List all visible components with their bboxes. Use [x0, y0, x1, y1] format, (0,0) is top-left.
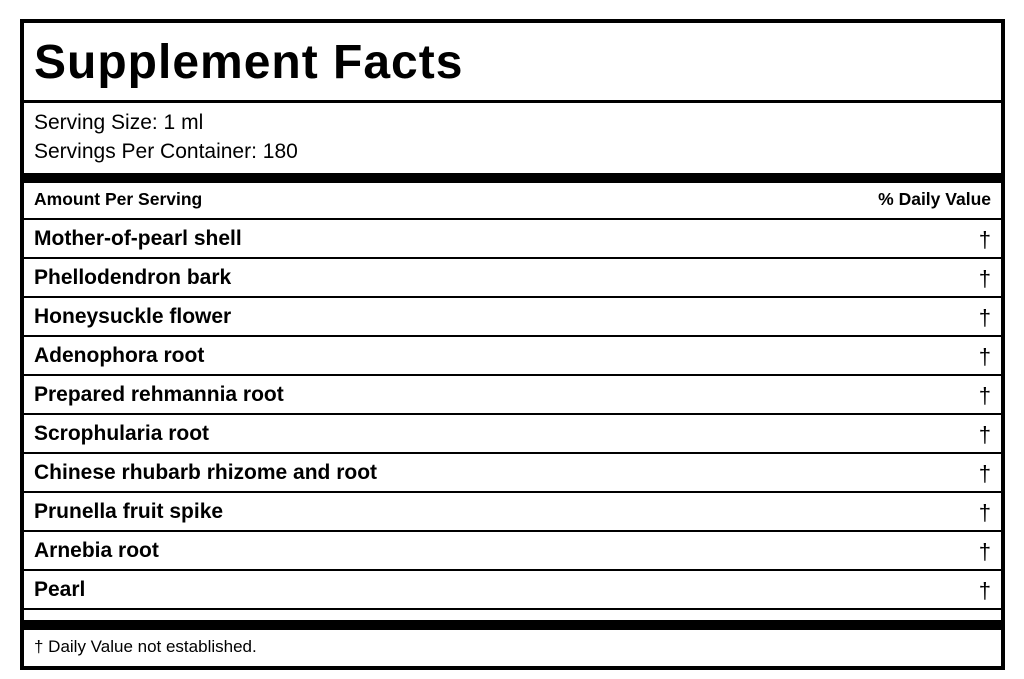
ingredient-name: Chinese rhubarb rhizome and root [34, 461, 378, 484]
thick-divider-top [24, 173, 1001, 183]
ingredient-name: Arnebia root [34, 539, 159, 562]
servings-per-container: Servings Per Container: 180 [34, 140, 298, 163]
ingredient-row [24, 257, 1001, 296]
ingredient-name: Scrophularia root [34, 422, 210, 445]
footnote: † Daily Value not established. [34, 637, 257, 656]
title-row [24, 23, 1001, 103]
daily-value-dagger: † [978, 305, 991, 330]
daily-value-dagger: † [978, 383, 991, 408]
ingredient-row [24, 218, 1001, 257]
daily-value-header: % Daily Value [878, 189, 991, 209]
ingredient-row [24, 530, 1001, 569]
thick-divider-bottom [24, 620, 1001, 630]
ingredient-name: Prepared rehmannia root [34, 383, 284, 406]
ingredient-name: Pearl [34, 578, 86, 601]
ingredient-row [24, 335, 1001, 374]
ingredient-name: Prunella fruit spike [34, 500, 224, 523]
daily-value-dagger: † [978, 344, 991, 369]
daily-value-dagger: † [978, 266, 991, 291]
ingredient-name: Adenophora root [34, 344, 205, 367]
ingredient-row [24, 452, 1001, 491]
daily-value-dagger: † [978, 539, 991, 564]
daily-value-dagger: † [978, 578, 991, 603]
ingredient-name: Mother-of-pearl shell [34, 227, 242, 250]
daily-value-dagger: † [978, 461, 991, 486]
daily-value-dagger: † [978, 500, 991, 525]
ingredient-name: Phellodendron bark [34, 266, 232, 289]
ingredient-row [24, 296, 1001, 335]
ingredient-list [24, 218, 1001, 610]
amount-per-serving-header: Amount Per Serving [34, 189, 203, 209]
label-title: Supplement Facts [34, 36, 464, 89]
ingredient-name: Honeysuckle flower [34, 305, 232, 328]
daily-value-dagger: † [978, 422, 991, 447]
ingredient-row [24, 374, 1001, 413]
ingredient-row [24, 413, 1001, 452]
supplement-facts-label [20, 19, 1005, 670]
daily-value-dagger: † [978, 227, 991, 252]
ingredient-row [24, 569, 1001, 610]
ingredient-row [24, 491, 1001, 530]
serving-size: Serving Size: 1 ml [34, 111, 204, 134]
